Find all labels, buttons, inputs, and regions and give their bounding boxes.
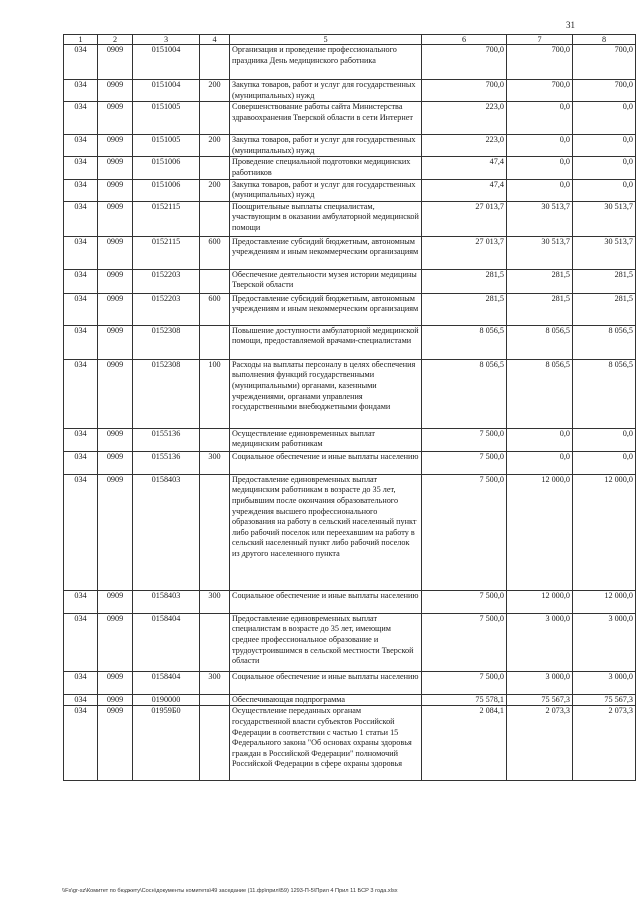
cell-v6: 2 084,1 (422, 706, 507, 781)
cell-desc: Предоставление субсидий бюджетным, автономным учреждениям и иным некоммерческим организациям (230, 236, 422, 269)
cell-c3: 0151004 (133, 80, 200, 102)
cell-c3: 0152308 (133, 325, 200, 359)
cell-c1: 034 (64, 590, 98, 613)
table-row (64, 102, 636, 135)
cell-v6: 27 013,7 (422, 201, 507, 236)
cell-c4 (200, 706, 230, 781)
cell-c3: 0152203 (133, 293, 200, 325)
cell-c4 (200, 694, 230, 706)
table-row (64, 201, 636, 236)
cell-v7: 281,5 (507, 293, 573, 325)
cell-v7: 2 073,3 (507, 706, 573, 781)
col-header: 5 (230, 35, 422, 45)
cell-c3: 0152308 (133, 359, 200, 428)
cell-c1: 034 (64, 102, 98, 135)
cell-desc: Организация и проведение профессионального праздника День медицинского работника (230, 45, 422, 80)
cell-desc: Проведение специальной подготовки медицинских работников (230, 157, 422, 179)
cell-c4 (200, 474, 230, 590)
cell-c2: 0909 (98, 359, 133, 428)
cell-v7: 0,0 (507, 428, 573, 451)
cell-c2: 0909 (98, 474, 133, 590)
cell-c1: 034 (64, 671, 98, 694)
table-row (64, 474, 636, 590)
cell-c1: 034 (64, 474, 98, 590)
cell-v8: 0,0 (573, 135, 636, 157)
cell-v7: 12 000,0 (507, 590, 573, 613)
cell-c1: 034 (64, 80, 98, 102)
cell-c3: 0155136 (133, 451, 200, 474)
cell-v6: 7 500,0 (422, 613, 507, 671)
cell-v7: 12 000,0 (507, 474, 573, 590)
cell-v8: 281,5 (573, 293, 636, 325)
cell-v8: 700,0 (573, 80, 636, 102)
table-row (64, 236, 636, 269)
cell-c2: 0909 (98, 201, 133, 236)
cell-v6: 27 013,7 (422, 236, 507, 269)
cell-c1: 034 (64, 179, 98, 201)
cell-c4 (200, 325, 230, 359)
cell-c3: 0151005 (133, 102, 200, 135)
cell-c4 (200, 201, 230, 236)
cell-c1: 034 (64, 236, 98, 269)
cell-c2: 0909 (98, 135, 133, 157)
cell-c2: 0909 (98, 706, 133, 781)
cell-v6: 281,5 (422, 269, 507, 293)
cell-v8: 75 567,3 (573, 694, 636, 706)
cell-v6: 7 500,0 (422, 451, 507, 474)
cell-c1: 034 (64, 359, 98, 428)
cell-v6: 8 056,5 (422, 359, 507, 428)
cell-c1: 034 (64, 135, 98, 157)
cell-c2: 0909 (98, 590, 133, 613)
cell-v6: 7 500,0 (422, 590, 507, 613)
cell-c1: 034 (64, 428, 98, 451)
table-row (64, 269, 636, 293)
cell-v8: 2 073,3 (573, 706, 636, 781)
cell-v8: 12 000,0 (573, 474, 636, 590)
cell-v8: 0,0 (573, 179, 636, 201)
cell-c4: 100 (200, 359, 230, 428)
cell-c3: 0158404 (133, 613, 200, 671)
cell-c4 (200, 428, 230, 451)
cell-c4 (200, 613, 230, 671)
cell-c2: 0909 (98, 613, 133, 671)
cell-v7: 0,0 (507, 102, 573, 135)
cell-v7: 700,0 (507, 80, 573, 102)
cell-v6: 223,0 (422, 102, 507, 135)
col-header: 2 (98, 35, 133, 45)
cell-c3: 0158404 (133, 671, 200, 694)
cell-c2: 0909 (98, 45, 133, 80)
table-row (64, 80, 636, 102)
cell-v7: 8 056,5 (507, 359, 573, 428)
cell-v6: 281,5 (422, 293, 507, 325)
cell-desc: Расходы на выплаты персоналу в целях обеспечения выполнения функций государственными (муниципальными) органами, казенными учреждениями, органами управления государственными внебюджетными фондами (230, 359, 422, 428)
table-row (64, 671, 636, 694)
cell-c3: 0152115 (133, 201, 200, 236)
cell-c3: 0190000 (133, 694, 200, 706)
cell-v7: 0,0 (507, 135, 573, 157)
cell-c3: 0158403 (133, 590, 200, 613)
table-row (64, 157, 636, 179)
footer-file-path: \\Fs\gr-sz\Комитет по бюджету\Сосн\документы комитета\49 заседание (11.фр\прил\Б9) 1293-П-5\Прил 4 Прил 11 БСР 3 года.xlsx (62, 888, 398, 894)
cell-c2: 0909 (98, 451, 133, 474)
cell-desc: Предоставление субсидий бюджетным, автономным учреждениям и иным некоммерческим организациям (230, 293, 422, 325)
cell-v7: 0,0 (507, 451, 573, 474)
cell-v8: 281,5 (573, 269, 636, 293)
col-header: 4 (200, 35, 230, 45)
table-row (64, 613, 636, 671)
cell-c4: 300 (200, 590, 230, 613)
cell-c4 (200, 45, 230, 80)
cell-v6: 700,0 (422, 80, 507, 102)
cell-v7: 281,5 (507, 269, 573, 293)
cell-v8: 0,0 (573, 428, 636, 451)
cell-c1: 034 (64, 706, 98, 781)
cell-desc: Социальное обеспечение и иные выплаты населению (230, 451, 422, 474)
cell-desc: Осуществление единовременных выплат медицинским работникам (230, 428, 422, 451)
header-row (64, 35, 636, 45)
cell-desc: Социальное обеспечение и иные выплаты населению (230, 590, 422, 613)
cell-c4: 300 (200, 451, 230, 474)
cell-c3: 0151005 (133, 135, 200, 157)
cell-c4 (200, 102, 230, 135)
cell-desc: Повышение доступности амбулаторной медицинской помощи, предоставляемой врачами-специалистами (230, 325, 422, 359)
cell-c1: 034 (64, 325, 98, 359)
cell-v8: 3 000,0 (573, 613, 636, 671)
cell-c3: 0151006 (133, 157, 200, 179)
cell-c4: 600 (200, 293, 230, 325)
table-row (64, 325, 636, 359)
table-row (64, 135, 636, 157)
cell-v7: 30 513,7 (507, 201, 573, 236)
cell-desc: Закупка товаров, работ и услуг для государственных (муниципальных) нужд (230, 135, 422, 157)
table-row (64, 451, 636, 474)
table-body (64, 45, 636, 781)
cell-c4: 200 (200, 135, 230, 157)
cell-v6: 47,4 (422, 179, 507, 201)
cell-v8: 30 513,7 (573, 201, 636, 236)
cell-c2: 0909 (98, 671, 133, 694)
cell-v7: 3 000,0 (507, 671, 573, 694)
cell-v6: 8 056,5 (422, 325, 507, 359)
cell-v7: 700,0 (507, 45, 573, 80)
cell-c3: 01959Б0 (133, 706, 200, 781)
cell-c2: 0909 (98, 269, 133, 293)
col-header: 8 (573, 35, 636, 45)
cell-v6: 7 500,0 (422, 671, 507, 694)
cell-c1: 034 (64, 451, 98, 474)
cell-c2: 0909 (98, 236, 133, 269)
col-header: 7 (507, 35, 573, 45)
cell-v6: 223,0 (422, 135, 507, 157)
table-row (64, 590, 636, 613)
cell-c4: 200 (200, 179, 230, 201)
table-row (64, 359, 636, 428)
col-header: 6 (422, 35, 507, 45)
cell-v7: 8 056,5 (507, 325, 573, 359)
cell-c1: 034 (64, 694, 98, 706)
table-row (64, 45, 636, 80)
cell-v6: 75 578,1 (422, 694, 507, 706)
cell-c2: 0909 (98, 293, 133, 325)
cell-c3: 0152115 (133, 236, 200, 269)
cell-c1: 034 (64, 613, 98, 671)
cell-v7: 0,0 (507, 157, 573, 179)
cell-v8: 3 000,0 (573, 671, 636, 694)
cell-c4: 200 (200, 80, 230, 102)
cell-desc: Обеспечение деятельности музея истории медицины Тверской области (230, 269, 422, 293)
cell-v8: 30 513,7 (573, 236, 636, 269)
table-row (64, 179, 636, 201)
cell-v7: 0,0 (507, 179, 573, 201)
cell-c3: 0155136 (133, 428, 200, 451)
cell-desc: Предоставление единовременных выплат медицинским работникам в возрасте до 35 лет, прибывшим после окончания образовательного учреждения высшего профессионального образования на работу в сельский населенный пункт либо рабочий поселок или переехавшим на работу в сельский населенный пункт либо рабочий поселок из другого населенного пункта (230, 474, 422, 590)
cell-c4 (200, 157, 230, 179)
cell-v8: 0,0 (573, 451, 636, 474)
cell-c2: 0909 (98, 157, 133, 179)
cell-c3: 0158403 (133, 474, 200, 590)
cell-c4: 600 (200, 236, 230, 269)
table-row (64, 293, 636, 325)
cell-c1: 034 (64, 45, 98, 80)
cell-c3: 0151004 (133, 45, 200, 80)
cell-c2: 0909 (98, 694, 133, 706)
cell-desc: Закупка товаров, работ и услуг для государственных (муниципальных) нужд (230, 179, 422, 201)
cell-desc: Совершенствование работы сайта Министерства здравоохранения Тверской области в сети Интернет (230, 102, 422, 135)
cell-v8: 0,0 (573, 157, 636, 179)
cell-v8: 0,0 (573, 102, 636, 135)
cell-v8: 700,0 (573, 45, 636, 80)
cell-c1: 034 (64, 293, 98, 325)
cell-desc: Поощрительные выплаты специалистам, участвующим в оказании амбулаторной медицинской помощи (230, 201, 422, 236)
cell-c4 (200, 269, 230, 293)
col-header: 3 (133, 35, 200, 45)
cell-c2: 0909 (98, 80, 133, 102)
cell-v8: 8 056,5 (573, 359, 636, 428)
cell-v6: 7 500,0 (422, 428, 507, 451)
cell-v8: 8 056,5 (573, 325, 636, 359)
cell-v7: 30 513,7 (507, 236, 573, 269)
cell-v7: 75 567,3 (507, 694, 573, 706)
cell-c2: 0909 (98, 179, 133, 201)
page-number: 31 (566, 20, 575, 30)
cell-v6: 700,0 (422, 45, 507, 80)
cell-c2: 0909 (98, 325, 133, 359)
cell-c4: 300 (200, 671, 230, 694)
cell-desc: Закупка товаров, работ и услуг для государственных (муниципальных) нужд (230, 80, 422, 102)
cell-c2: 0909 (98, 102, 133, 135)
cell-c1: 034 (64, 201, 98, 236)
cell-c3: 0151006 (133, 179, 200, 201)
table-row (64, 694, 636, 706)
cell-c3: 0152203 (133, 269, 200, 293)
cell-v6: 7 500,0 (422, 474, 507, 590)
cell-v7: 3 000,0 (507, 613, 573, 671)
table-row (64, 428, 636, 451)
cell-desc: Предоставление единовременных выплат специалистам в возрасте до 35 лет, имеющим среднее профессиональное образование и трудоустроившимся в сельской местности Тверской области (230, 613, 422, 671)
col-header: 1 (64, 35, 98, 45)
cell-desc: Обеспечивающая подпрограмма (230, 694, 422, 706)
table-row (64, 706, 636, 781)
cell-c1: 034 (64, 269, 98, 293)
cell-v6: 47,4 (422, 157, 507, 179)
cell-c1: 034 (64, 157, 98, 179)
budget-table (63, 34, 636, 781)
cell-c2: 0909 (98, 428, 133, 451)
cell-desc: Осуществление переданных органам государственной власти субъектов Российской Федерации в соответствии с частью 1 статьи 15 Федерального закона "Об основах охраны здоровья граждан в Российской Федерации" полномочий Российской Федерации в сфере охраны здоровья (230, 706, 422, 781)
cell-desc: Социальное обеспечение и иные выплаты населению (230, 671, 422, 694)
cell-v8: 12 000,0 (573, 590, 636, 613)
